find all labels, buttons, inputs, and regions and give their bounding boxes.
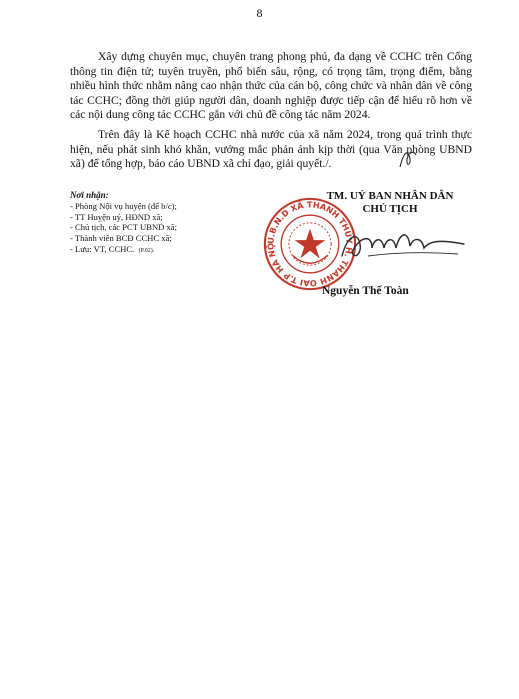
- recipient-item: - Thành viên BCĐ CCHC xã;: [70, 233, 172, 244]
- signature-title: CHỦ TỊCH: [362, 203, 418, 215]
- recipients-list: [70, 190, 260, 257]
- page-number: 8: [256, 6, 263, 20]
- initial-flourish-icon: [398, 147, 418, 169]
- recipients-title: Nơi nhận:: [70, 190, 109, 200]
- body-paragraph-2: Trên đây là Kế hoạch CCHC nhà nước của xã năm 2024, trong quá trình thực hiện, nếu phát sinh khó khăn, vướng mắc phản ánh kịp thời (qua Văn phòng UBND xã) để tổng hợp, báo cáo UBND xã chỉ đạo, giải quyết./.: [70, 128, 472, 171]
- handwritten-signature-icon: [338, 226, 468, 266]
- signature-authority: TM. UỶ BAN NHÂN DÂN: [326, 190, 454, 202]
- body-paragraph-1: Xây dựng chuyên mục, chuyên trang phong phú, đa dạng về CCHC trên Cổng thông tin điện tử; tuyên truyền, phổ biến sâu, rộng, có trọng tâm, trọng điểm, bằng nhiều hình thức nhằm nâng cao nhận thức của cán bộ, công chức và nhân dân về công tác CCHC; đồng thời giúp người dân, doanh nghiệp được tiếp cận để hiểu rõ hơn về các nội dung công tác CCHC gắn với chủ đề công tác năm 2024.: [70, 50, 472, 122]
- recipient-item: - Lưu: VT, CCHC. (P.02).: [70, 243, 155, 254]
- signer-name: Nguyễn Thế Toàn: [322, 285, 409, 297]
- recipient-item: - Phòng Nội vụ huyện (để b/c);: [70, 200, 177, 211]
- recipient-item: - Chủ tịch, các PCT UBND xã;: [70, 222, 178, 233]
- recipient-item: - TT Huyện uỷ, HĐND xã;: [70, 211, 163, 222]
- svg-text:U.B.N.D XÃ THANH THỦY H. THANH: U.B.N.D XÃ THANH THỦY H. THANH OAI T.P HÀ NỘ: [265, 199, 355, 289]
- archive-code: (P.02).: [138, 247, 155, 254]
